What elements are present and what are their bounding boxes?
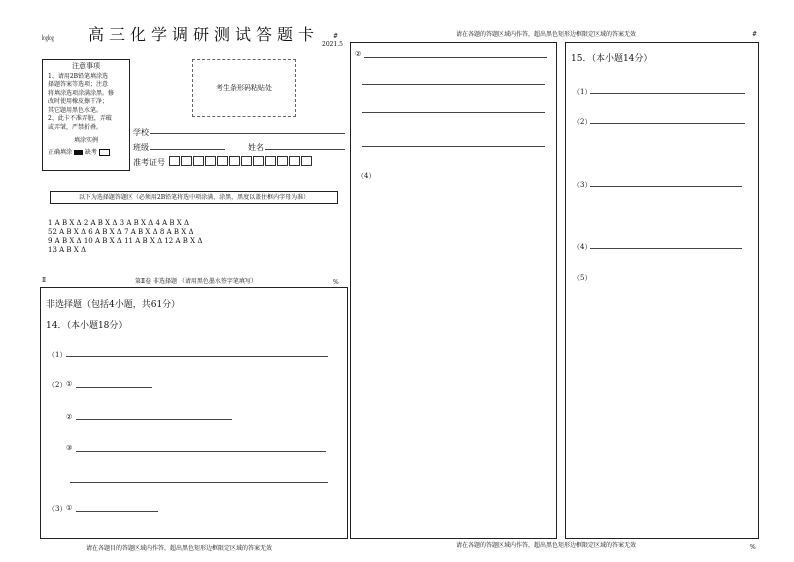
q14-answer-line[interactable] [66,356,328,357]
notes-box [42,59,130,171]
col2-answer-line[interactable] [362,146,545,147]
correct-fill-label: 正确填涂 [48,148,73,156]
q15-label-1: （1） [573,88,592,96]
col2-answer-line[interactable] [364,57,547,58]
col2-label-4: （4） [357,172,376,180]
q15-label-4: （4） [573,243,592,251]
q14-label-1: （1） [48,351,67,359]
absent-checkbox[interactable] [99,149,110,156]
q14-label-2: （2） [48,381,67,389]
q15-answer-line[interactable] [590,123,745,124]
q15-answer-line[interactable] [590,248,742,249]
q14-sub-3: ③ [66,444,73,452]
q14-answer-line[interactable] [76,419,232,420]
name-label: 姓名 [248,143,264,152]
hash-mark: # [333,33,339,40]
name-field[interactable] [265,149,345,150]
q15-label-2: （2） [573,118,592,126]
q15-answer-line[interactable] [590,186,742,187]
col3-answer-box [565,42,759,539]
footer-notice-mid: 请在各题的答题区域内作答，超出黑色矩形边框限定区域的答案无效 [456,542,637,549]
class-field[interactable] [150,149,225,150]
footer-notice-left: 请在各题目的答题区域内作答，超出黑色矩形边框限定区域的答案无效 [86,545,273,552]
col2-label-top: ② [355,50,362,58]
q14-answer-line[interactable] [70,482,328,483]
q15-label-5: （5） [573,274,592,282]
correct-fill-swatch [74,150,83,155]
id-label: 准考证号 [133,158,165,167]
school-field[interactable] [150,133,345,134]
notes-heading: 注意事项 [72,62,100,70]
choice-row[interactable]: 52 A B X Δ 6 A B X Δ 7 A B X Δ 8 A B X Δ [48,228,194,236]
id-field[interactable] [169,156,313,168]
school-label: 学校 [133,128,149,137]
q14-title: 14．（本小题18分） [46,321,128,331]
col2-answer-box [350,42,557,539]
col3-hash: # [752,31,758,38]
q14-answer-line[interactable] [76,511,158,512]
col2-answer-line[interactable] [362,112,545,113]
page-mark: % [750,544,756,551]
q15-answer-line[interactable] [590,93,745,94]
q14-answer-line[interactable] [76,451,326,452]
part2-banner: 第Ⅱ卷 非选择题 （请用黑色墨水签字笔填写） [135,278,257,285]
fill-example-heading: 填涂实例 [73,137,98,144]
part2-right-mark: % [333,279,339,286]
absent-label: 缺考 [84,148,97,156]
nonchoice-section-title: 非选择题（包括4小题，共61分） [46,300,181,310]
sticker-label: 考生条形码粘贴处 [216,84,272,92]
notes-line: 择题答案等选项；注意 [48,81,109,88]
exam-date: 2021.5 [322,41,343,48]
choice-row[interactable]: 13 A B X Δ [48,246,87,254]
q14-sub-4: ① [66,504,73,512]
choice-instruction: 以下为选择题答题区（必须用2B铅笔将选中项涂满、涂黑，黑度以盖住框内字母为准） [50,191,338,204]
notes-line: 其它题用黑色水笔。 [48,106,103,114]
class-label: 班级 [133,143,149,152]
q14-label-3: （3） [48,505,67,513]
choice-row[interactable]: 1 A B X Δ 2 A B X Δ 3 A B X Δ 4 A B X Δ [48,219,190,227]
q14-sub-2: ② [66,413,73,421]
col2-top-notice: 请在各题的答题区域内作答，超出黑色矩形边框限定区域的答案无效 [456,31,637,38]
notes-line: 将填涂选项涂满涂黑。修 [48,89,115,97]
barcode-sticker-area [192,59,296,117]
q14-sub-1: ① [66,380,73,388]
notes-line: 1、请用2B铅笔填涂选 [48,72,109,80]
page-title: 高三化学调研测试答题卡 [88,25,320,44]
notes-line: 或弄皱，严禁折叠。 [48,123,103,131]
notes-line: 改时使用橡皮擦干净； [48,98,109,105]
q14-answer-line[interactable] [76,387,152,388]
notes-line: 2、此卡不准弄脏，弄破 [48,115,112,122]
corner-mark: ㏒㏒ [42,35,55,42]
part2-left-mark: Ⅱ [42,277,47,284]
q15-title: 15．（本小题14分） [571,54,653,64]
col2-answer-line[interactable] [362,84,545,85]
q15-label-3: （3） [573,181,592,189]
choice-row[interactable]: 9 A B X Δ 10 A B X Δ 11 A B X Δ 12 A B X Δ [48,237,203,245]
